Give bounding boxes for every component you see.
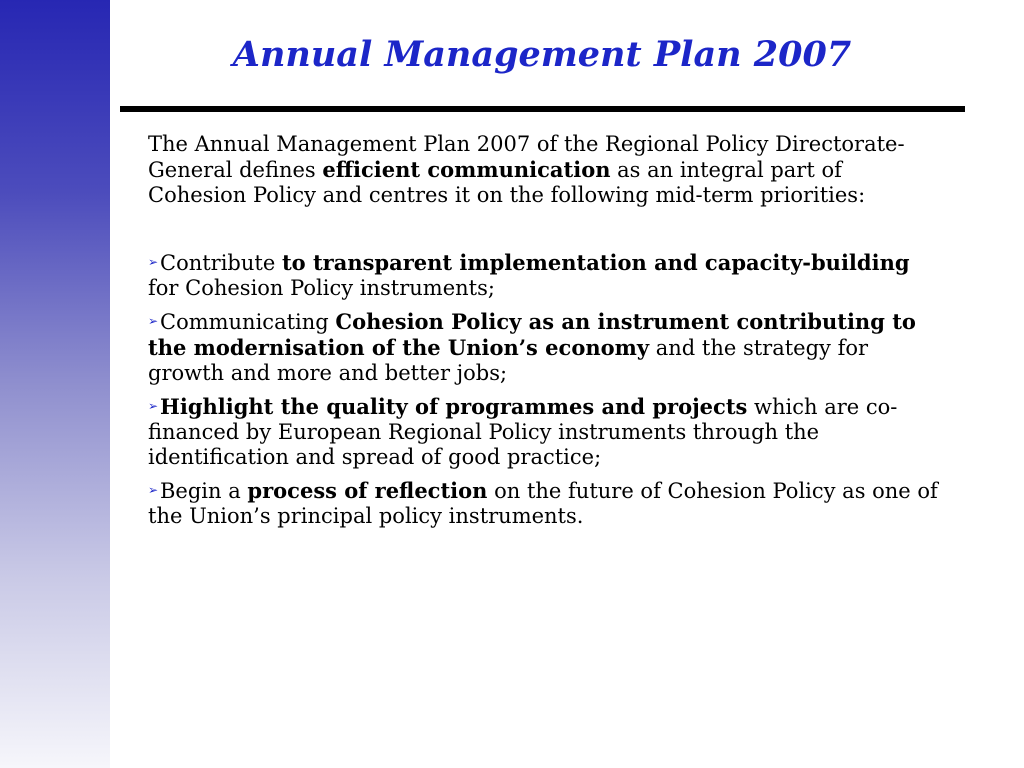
bullet-bold-text: Highlight the quality of programmes and projects [160, 394, 748, 419]
bullet-post-text: and the strategy for growth and more and better jobs; [148, 336, 869, 385]
title-divider [120, 106, 965, 112]
side-gradient-bar [0, 0, 110, 768]
bullet-post-text: which are co-financed by European Regional Policy instruments through the identification and spread of good practice; [148, 395, 898, 469]
intro-text-2: as an integral part of Cohesion Policy and centres it on the following mid-term priorities: [148, 158, 866, 207]
bullet-item [148, 478, 938, 529]
bullet-pre-text: Contribute [160, 251, 282, 275]
bullet-bold-text: Cohesion Policy as an instrument contributing to the modernisation of the Union’s economy [148, 309, 916, 360]
slide-title: Annual Management Plan 2007 [232, 34, 852, 75]
bullet-pre-text: Begin a [160, 479, 248, 503]
bullet-bold-text: process of reflection [247, 478, 488, 503]
intro-paragraph [148, 132, 938, 208]
slide-body [148, 132, 938, 537]
bullet-bold-text: to transparent implementation and capacity-building [281, 250, 910, 275]
bullet-pre-text: Communicating [160, 310, 336, 334]
bullet-item [148, 394, 938, 470]
bullet-item [148, 309, 938, 386]
bullet-post-text: on the future of Cohesion Policy as one of the Union’s principal policy instruments. [148, 479, 938, 528]
intro-bold-text: efficient communication [322, 157, 611, 182]
arrow-bullet-icon: ➢ [148, 399, 159, 413]
arrow-bullet-icon: ➢ [148, 483, 159, 497]
arrow-bullet-icon: ➢ [148, 314, 159, 328]
bullet-post-text: for Cohesion Policy instruments; [148, 276, 495, 300]
intro-text-1: The Annual Management Plan 2007 of the Regional Policy Directorate-General defines [148, 132, 905, 182]
bullet-item [148, 250, 938, 301]
arrow-bullet-icon: ➢ [148, 255, 159, 269]
